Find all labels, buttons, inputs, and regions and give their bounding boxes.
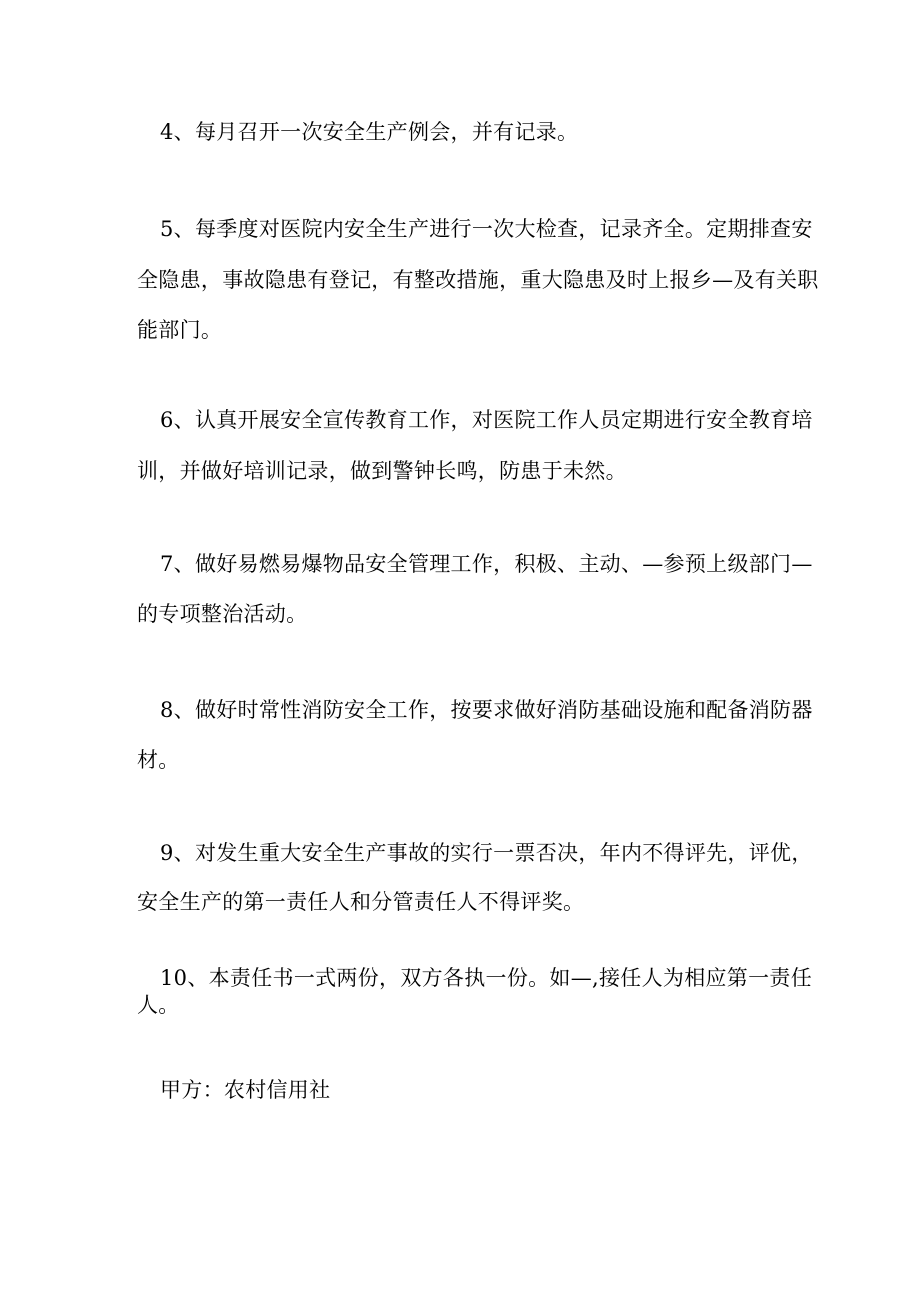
party-a-signature: 甲方：农村信用社 (160, 1078, 331, 1102)
clause-7-line-2: 的专项整治活动。 (137, 602, 308, 626)
clause-10-line-2: 人。 (137, 993, 180, 1017)
clause-9-line-1: 9、对发生重大安全生产事故的实行一票否决，年内不得评先，评优， (160, 841, 813, 865)
clause-6-line-2: 训，并做好培训记录，做到警钟长鸣，防患于未然。 (137, 459, 627, 483)
clause-6-line-1: 6、认真开展安全宣传教育工作，对医院工作人员定期进行安全教育培 (160, 408, 813, 432)
clause-8-line-1: 8、做好时常性消防安全工作，按要求做好消防基础设施和配备消防器 (160, 698, 813, 722)
clause-5-line-1: 5、每季度对医院内安全生产进行一次大检查，记录齐全。定期排查安 (160, 217, 813, 241)
clause-5-line-3: 能部门。 (137, 318, 223, 342)
clause-10-line-1: 10、本责任书一式两份，双方各执一份。如—,接任人为相应第一责任 (160, 966, 812, 990)
clause-5-line-2: 全隐患，事故隐患有登记，有整改措施，重大隐患及时上报乡—及有关职 (137, 268, 819, 292)
clause-8-line-2: 材。 (137, 748, 180, 772)
clause-4-line-1: 4、每月召开一次安全生产例会，并有记录。 (160, 120, 579, 144)
clause-9-line-2: 安全生产的第一责任人和分管责任人不得评奖。 (137, 890, 585, 914)
clause-7-line-1: 7、做好易燃易爆物品安全管理工作，积极、主动、—参预上级部门— (160, 552, 813, 576)
